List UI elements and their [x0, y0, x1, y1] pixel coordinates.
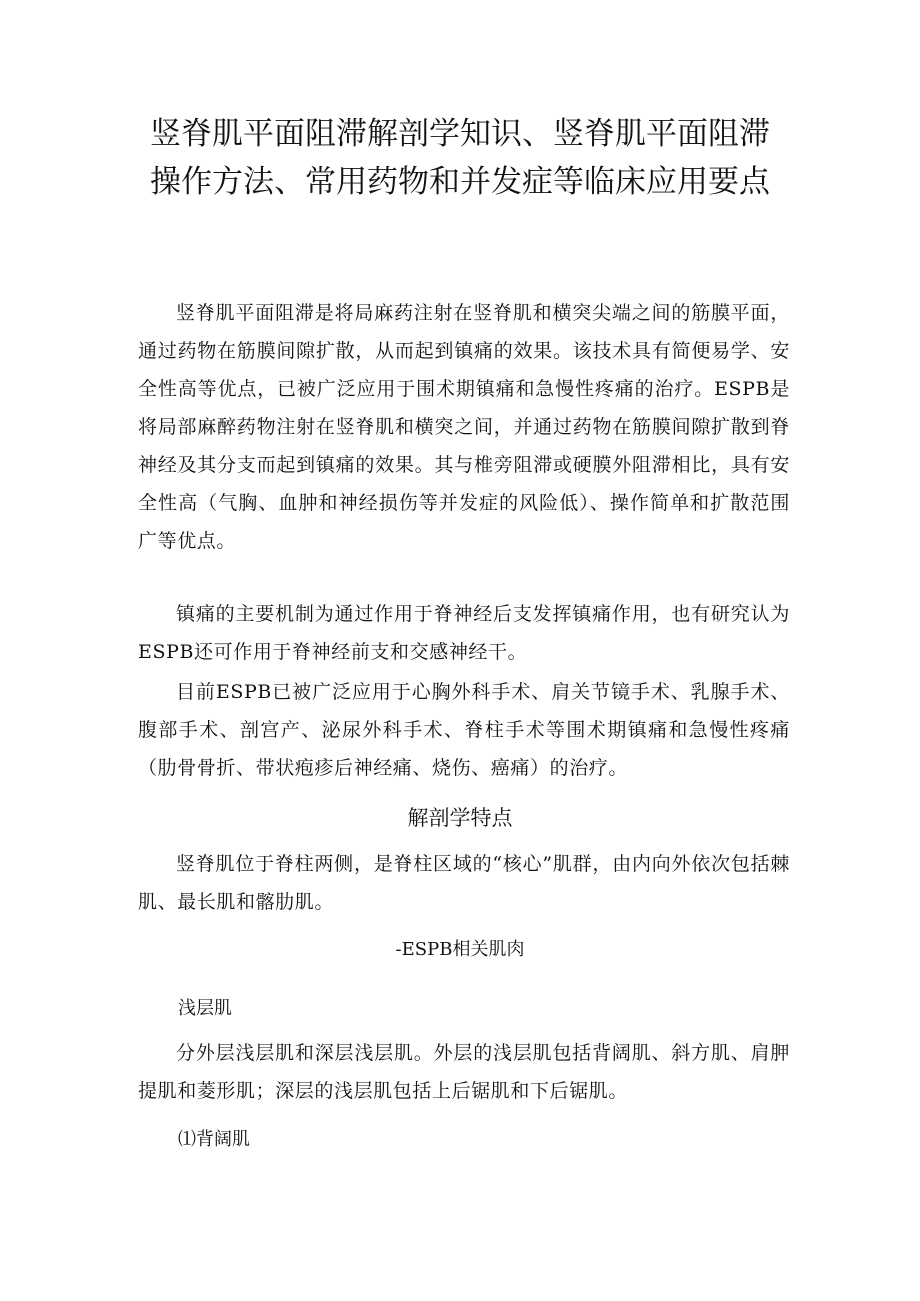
- figure-label: -ESPB相关肌肉: [395, 939, 525, 960]
- sub-heading-latissimus-dorsi: ⑴背阔肌: [178, 1129, 250, 1150]
- intro-paragraph: 竖脊肌平面阻滞是将局麻药注射在竖脊肌和横突尖端之间的筋膜平面，通过药物在筋膜间隙扩散，从而起到镇痛的效果。该技术具有简便易学、安全性高等优点，已被广泛应用于围术期镇痛和急慢性疼痛的治疗。ESPB是将局部麻醉药物注射在竖脊肌和横突之间，并通过药物在筋膜间隙扩散到脊神经及其分支而起到镇痛的效果。其与椎旁阻滞或硬膜外阻滞相比，具有安全性高（气胸、血肿和神经损伤等并发症的风险低）、操作简单和扩散范围广等优点。: [138, 302, 790, 552]
- mechanism-paragraph: 镇痛的主要机制为通过作用于脊神经后支发挥镇痛作用，也有研究认为ESPB还可作用于脊神经前支和交感神经干。: [138, 603, 790, 663]
- applications-paragraph: 目前ESPB已被广泛应用于心胸外科手术、肩关节镜手术、乳腺手术、腹部手术、剖宫产、泌尿外科手术、脊柱手术等围术期镇痛和急慢性疼痛（肋骨骨折、带状疱疹后神经痛、烧伤、癌痛）的治疗。: [138, 681, 790, 779]
- document-title: 竖脊肌平面阻滞解剖学知识、竖脊肌平面阻滞操作方法、常用药物和并发症等临床应用要点: [150, 116, 770, 200]
- anatomy-intro-paragraph: 竖脊肌位于脊柱两侧，是脊柱区域的“核心”肌群，由内向外依次包括棘肌、最长肌和髂肋肌。: [138, 853, 790, 913]
- shallow-muscles-paragraph: 分外层浅层肌和深层浅层肌。外层的浅层肌包括背阔肌、斜方肌、肩胛提肌和菱形肌；深层的浅层肌包括上后锯肌和下后锯肌。: [138, 1042, 790, 1102]
- section-heading-anatomy: 解剖学特点: [407, 806, 513, 830]
- sub-heading-shallow-muscles: 浅层肌: [178, 998, 232, 1019]
